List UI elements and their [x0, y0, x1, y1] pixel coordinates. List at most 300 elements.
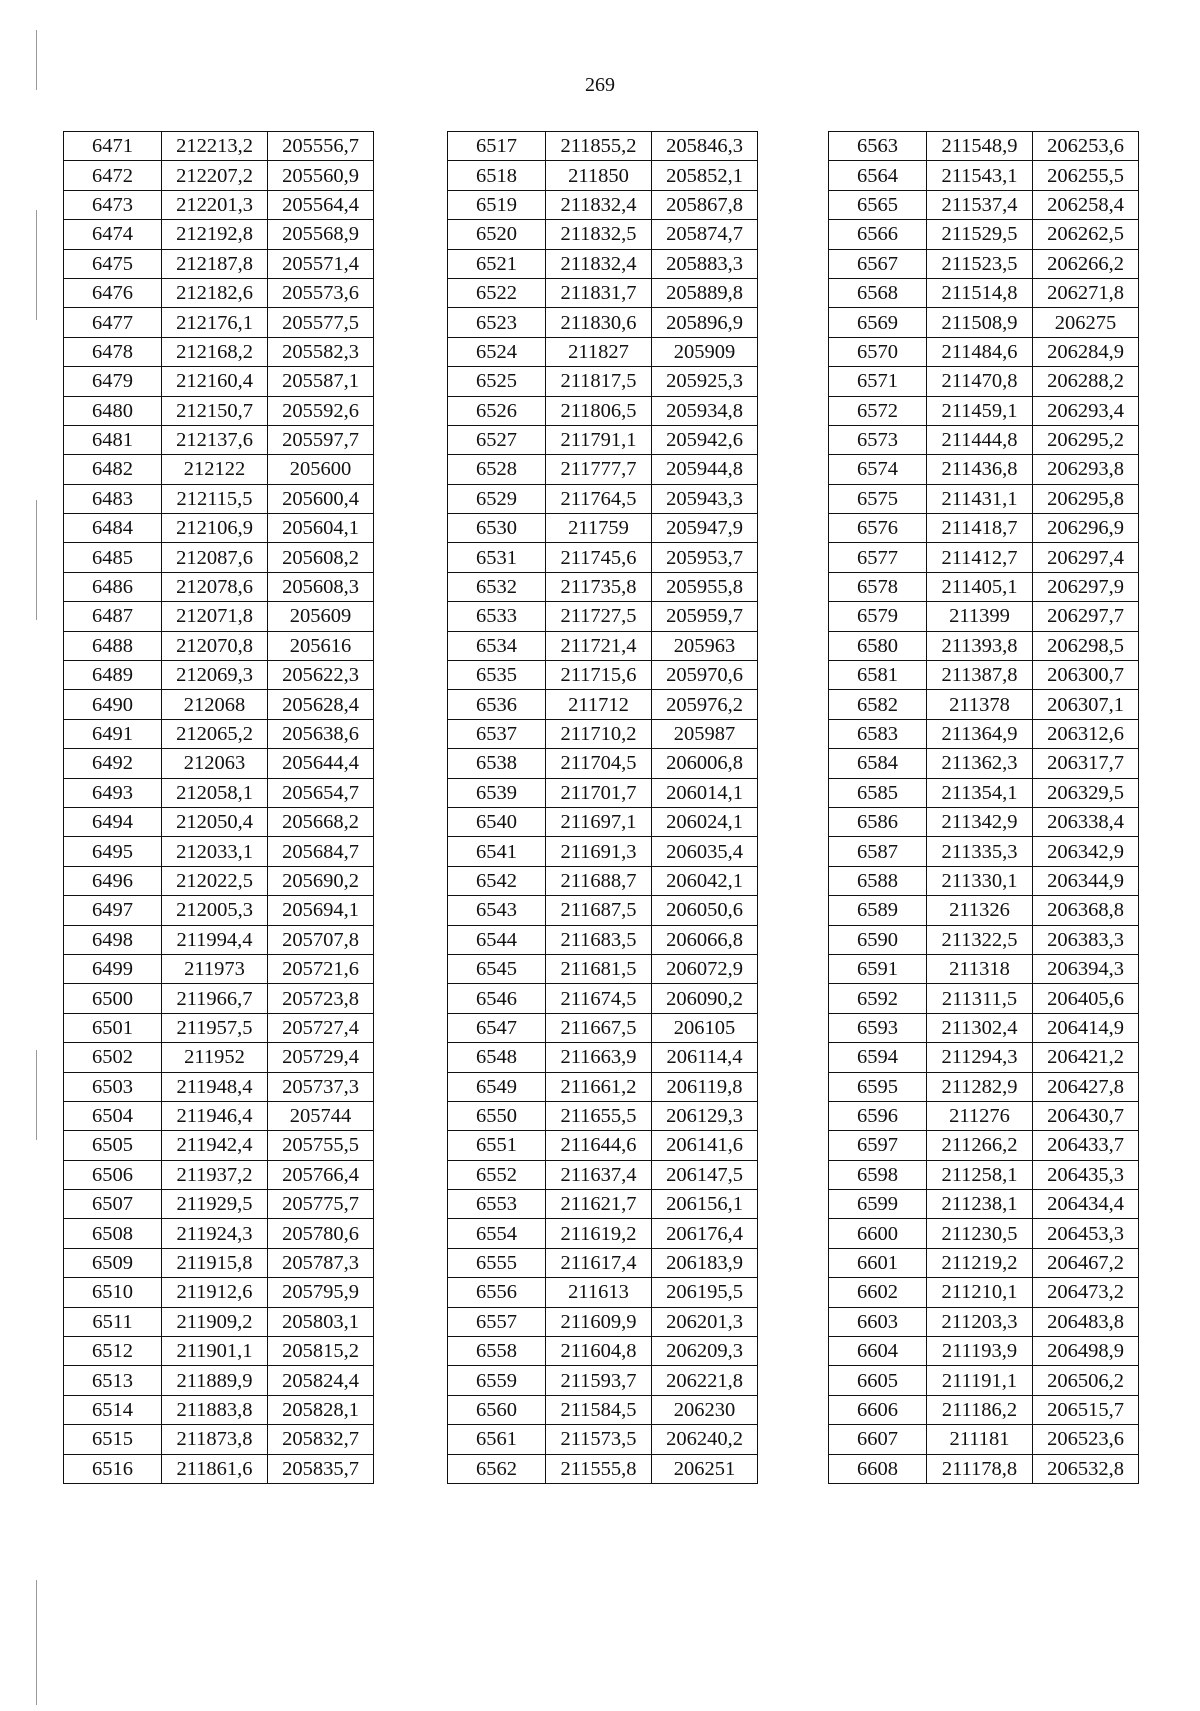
y-coordinate-cell: 206506,2 [1033, 1366, 1139, 1395]
x-coordinate-cell: 211203,3 [927, 1307, 1033, 1336]
table-row [829, 1366, 1139, 1395]
y-coordinate-cell: 206176,4 [652, 1219, 758, 1248]
x-coordinate-cell: 211683,5 [546, 925, 652, 954]
x-coordinate-cell: 211745,6 [546, 543, 652, 572]
x-coordinate-cell: 211948,4 [162, 1072, 268, 1101]
table-row [64, 514, 374, 543]
table-row [829, 1190, 1139, 1219]
point-number-cell: 6584 [829, 749, 927, 778]
point-number-cell: 6521 [448, 249, 546, 278]
x-coordinate-cell: 211727,5 [546, 602, 652, 631]
y-coordinate-cell: 206421,2 [1033, 1043, 1139, 1072]
point-number-cell: 6533 [448, 602, 546, 631]
table-row [64, 161, 374, 190]
point-number-cell: 6585 [829, 778, 927, 807]
y-coordinate-cell: 205638,6 [268, 719, 374, 748]
point-number-cell: 6564 [829, 161, 927, 190]
y-coordinate-cell: 206293,8 [1033, 455, 1139, 484]
y-coordinate-cell: 205654,7 [268, 778, 374, 807]
y-coordinate-cell: 205970,6 [652, 661, 758, 690]
x-coordinate-cell: 211735,8 [546, 572, 652, 601]
x-coordinate-cell: 211362,3 [927, 749, 1033, 778]
y-coordinate-cell: 206050,6 [652, 896, 758, 925]
x-coordinate-cell: 211364,9 [927, 719, 1033, 748]
point-number-cell: 6474 [64, 220, 162, 249]
y-coordinate-cell: 205587,1 [268, 367, 374, 396]
x-coordinate-cell: 211973 [162, 954, 268, 983]
y-coordinate-cell: 205832,7 [268, 1425, 374, 1454]
table-row [829, 749, 1139, 778]
point-number-cell: 6599 [829, 1190, 927, 1219]
scan-margin-line [36, 1050, 37, 1140]
point-number-cell: 6558 [448, 1337, 546, 1366]
x-coordinate-cell: 211436,8 [927, 455, 1033, 484]
y-coordinate-cell: 205944,8 [652, 455, 758, 484]
x-coordinate-cell: 211912,6 [162, 1278, 268, 1307]
point-number-cell: 6586 [829, 807, 927, 836]
x-coordinate-cell: 211412,7 [927, 543, 1033, 572]
point-number-cell: 6522 [448, 278, 546, 307]
y-coordinate-cell: 205568,9 [268, 220, 374, 249]
y-coordinate-cell: 205780,6 [268, 1219, 374, 1248]
y-coordinate-cell: 206430,7 [1033, 1101, 1139, 1130]
point-number-cell: 6539 [448, 778, 546, 807]
table-row [64, 190, 374, 219]
table-row [64, 954, 374, 983]
x-coordinate-cell: 212115,5 [162, 484, 268, 513]
point-number-cell: 6550 [448, 1101, 546, 1130]
y-coordinate-cell: 205604,1 [268, 514, 374, 543]
point-number-cell: 6503 [64, 1072, 162, 1101]
table-row [64, 807, 374, 836]
table-row [829, 719, 1139, 748]
table-row [64, 425, 374, 454]
point-number-cell: 6480 [64, 396, 162, 425]
x-coordinate-cell: 211523,5 [927, 249, 1033, 278]
table-row [448, 1160, 758, 1189]
y-coordinate-cell: 206090,2 [652, 984, 758, 1013]
point-number-cell: 6570 [829, 337, 927, 366]
table-row [448, 661, 758, 690]
x-coordinate-cell: 211276 [927, 1101, 1033, 1130]
y-coordinate-cell: 206119,8 [652, 1072, 758, 1101]
y-coordinate-cell: 206255,5 [1033, 161, 1139, 190]
point-number-cell: 6471 [64, 132, 162, 161]
x-coordinate-cell: 212176,1 [162, 308, 268, 337]
point-number-cell: 6527 [448, 425, 546, 454]
table-row [64, 455, 374, 484]
x-coordinate-cell: 211529,5 [927, 220, 1033, 249]
y-coordinate-cell: 206266,2 [1033, 249, 1139, 278]
y-coordinate-cell: 205721,6 [268, 954, 374, 983]
page-number: 269 [585, 74, 615, 96]
x-coordinate-cell: 211687,5 [546, 896, 652, 925]
x-coordinate-cell: 211210,1 [927, 1278, 1033, 1307]
x-coordinate-cell: 211543,1 [927, 161, 1033, 190]
x-coordinate-cell: 211584,5 [546, 1395, 652, 1424]
y-coordinate-cell: 205803,1 [268, 1307, 374, 1336]
y-coordinate-cell: 206433,7 [1033, 1131, 1139, 1160]
point-number-cell: 6472 [64, 161, 162, 190]
y-coordinate-cell: 205959,7 [652, 602, 758, 631]
x-coordinate-cell: 211850 [546, 161, 652, 190]
point-number-cell: 6493 [64, 778, 162, 807]
point-number-cell: 6496 [64, 866, 162, 895]
table-row [64, 1219, 374, 1248]
table-row [829, 896, 1139, 925]
point-number-cell: 6575 [829, 484, 927, 513]
y-coordinate-cell: 205723,8 [268, 984, 374, 1013]
x-coordinate-cell: 211994,4 [162, 925, 268, 954]
point-number-cell: 6528 [448, 455, 546, 484]
y-coordinate-cell: 206240,2 [652, 1425, 758, 1454]
x-coordinate-cell: 212187,8 [162, 249, 268, 278]
point-number-cell: 6608 [829, 1454, 927, 1483]
y-coordinate-cell: 206201,3 [652, 1307, 758, 1336]
table-row [64, 749, 374, 778]
point-number-cell: 6557 [448, 1307, 546, 1336]
y-coordinate-cell: 206435,3 [1033, 1160, 1139, 1189]
point-number-cell: 6569 [829, 308, 927, 337]
x-coordinate-cell: 211957,5 [162, 1013, 268, 1042]
table-row [64, 866, 374, 895]
x-coordinate-cell: 212069,3 [162, 661, 268, 690]
table-row [448, 1043, 758, 1072]
point-number-cell: 6601 [829, 1248, 927, 1277]
table-row [448, 1190, 758, 1219]
point-number-cell: 6481 [64, 425, 162, 454]
table-row [829, 631, 1139, 660]
y-coordinate-cell: 206221,8 [652, 1366, 758, 1395]
y-coordinate-cell: 205690,2 [268, 866, 374, 895]
y-coordinate-cell: 206288,2 [1033, 367, 1139, 396]
y-coordinate-cell: 205835,7 [268, 1454, 374, 1483]
y-coordinate-cell: 205608,2 [268, 543, 374, 572]
y-coordinate-cell: 205644,4 [268, 749, 374, 778]
x-coordinate-cell: 211354,1 [927, 778, 1033, 807]
point-number-cell: 6475 [64, 249, 162, 278]
y-coordinate-cell: 206515,7 [1033, 1395, 1139, 1424]
x-coordinate-cell: 211817,5 [546, 367, 652, 396]
x-coordinate-cell: 211230,5 [927, 1219, 1033, 1248]
y-coordinate-cell: 205582,3 [268, 337, 374, 366]
table-row [829, 778, 1139, 807]
x-coordinate-cell: 211418,7 [927, 514, 1033, 543]
table-row [829, 1043, 1139, 1072]
table-row [64, 337, 374, 366]
y-coordinate-cell: 205867,8 [652, 190, 758, 219]
x-coordinate-cell: 211681,5 [546, 954, 652, 983]
y-coordinate-cell: 206427,8 [1033, 1072, 1139, 1101]
x-coordinate-cell: 211619,2 [546, 1219, 652, 1248]
x-coordinate-cell: 211883,8 [162, 1395, 268, 1424]
table-row [448, 954, 758, 983]
table-row [64, 220, 374, 249]
point-number-cell: 6542 [448, 866, 546, 895]
point-number-cell: 6562 [448, 1454, 546, 1483]
x-coordinate-cell: 211514,8 [927, 278, 1033, 307]
table-row [448, 190, 758, 219]
y-coordinate-cell: 206147,5 [652, 1160, 758, 1189]
y-coordinate-cell: 205592,6 [268, 396, 374, 425]
table-row [829, 455, 1139, 484]
table-row [829, 1248, 1139, 1277]
y-coordinate-cell: 205608,3 [268, 572, 374, 601]
point-number-cell: 6582 [829, 690, 927, 719]
x-coordinate-cell: 212150,7 [162, 396, 268, 425]
y-coordinate-cell: 206368,8 [1033, 896, 1139, 925]
table-row [448, 690, 758, 719]
table-row [64, 1160, 374, 1189]
y-coordinate-cell: 205571,4 [268, 249, 374, 278]
y-coordinate-cell: 206483,8 [1033, 1307, 1139, 1336]
point-number-cell: 6477 [64, 308, 162, 337]
x-coordinate-cell: 211470,8 [927, 367, 1033, 396]
point-number-cell: 6497 [64, 896, 162, 925]
x-coordinate-cell: 212137,6 [162, 425, 268, 454]
point-number-cell: 6483 [64, 484, 162, 513]
x-coordinate-cell: 211777,7 [546, 455, 652, 484]
point-number-cell: 6491 [64, 719, 162, 748]
point-number-cell: 6597 [829, 1131, 927, 1160]
table-row [829, 1425, 1139, 1454]
y-coordinate-cell: 206296,9 [1033, 514, 1139, 543]
x-coordinate-cell: 211322,5 [927, 925, 1033, 954]
table-row [64, 896, 374, 925]
y-coordinate-cell: 205963 [652, 631, 758, 660]
table-row [448, 572, 758, 601]
point-number-cell: 6504 [64, 1101, 162, 1130]
table-row [448, 1013, 758, 1042]
table-row [829, 690, 1139, 719]
y-coordinate-cell: 205828,1 [268, 1395, 374, 1424]
x-coordinate-cell: 211909,2 [162, 1307, 268, 1336]
point-number-cell: 6600 [829, 1219, 927, 1248]
point-number-cell: 6593 [829, 1013, 927, 1042]
x-coordinate-cell: 212201,3 [162, 190, 268, 219]
point-number-cell: 6607 [829, 1425, 927, 1454]
point-number-cell: 6530 [448, 514, 546, 543]
table-row [829, 1278, 1139, 1307]
table-row [64, 367, 374, 396]
y-coordinate-cell: 206293,4 [1033, 396, 1139, 425]
table-row [64, 1248, 374, 1277]
point-number-cell: 6552 [448, 1160, 546, 1189]
y-coordinate-cell: 205727,4 [268, 1013, 374, 1042]
table-row [829, 278, 1139, 307]
y-coordinate-cell: 205775,7 [268, 1190, 374, 1219]
y-coordinate-cell: 205668,2 [268, 807, 374, 836]
table-row [64, 308, 374, 337]
y-coordinate-cell: 206024,1 [652, 807, 758, 836]
point-number-cell: 6559 [448, 1366, 546, 1395]
y-coordinate-cell: 205766,4 [268, 1160, 374, 1189]
table-row [829, 1454, 1139, 1483]
point-number-cell: 6490 [64, 690, 162, 719]
x-coordinate-cell: 211946,4 [162, 1101, 268, 1130]
x-coordinate-cell: 211915,8 [162, 1248, 268, 1277]
x-coordinate-cell: 211537,4 [927, 190, 1033, 219]
y-coordinate-cell: 206258,4 [1033, 190, 1139, 219]
x-coordinate-cell: 212065,2 [162, 719, 268, 748]
y-coordinate-cell: 206498,9 [1033, 1337, 1139, 1366]
x-coordinate-cell: 211258,1 [927, 1160, 1033, 1189]
point-number-cell: 6523 [448, 308, 546, 337]
y-coordinate-cell: 206253,6 [1033, 132, 1139, 161]
x-coordinate-cell: 211555,8 [546, 1454, 652, 1483]
table-row [829, 132, 1139, 161]
x-coordinate-cell: 211655,5 [546, 1101, 652, 1130]
y-coordinate-cell: 206383,3 [1033, 925, 1139, 954]
point-number-cell: 6572 [829, 396, 927, 425]
y-coordinate-cell: 205577,5 [268, 308, 374, 337]
x-coordinate-cell: 211855,2 [546, 132, 652, 161]
table-row [448, 1248, 758, 1277]
x-coordinate-cell: 211593,7 [546, 1366, 652, 1395]
point-number-cell: 6573 [829, 425, 927, 454]
table-row [448, 1131, 758, 1160]
y-coordinate-cell: 205622,3 [268, 661, 374, 690]
y-coordinate-cell: 205564,4 [268, 190, 374, 219]
point-number-cell: 6511 [64, 1307, 162, 1336]
x-coordinate-cell: 211688,7 [546, 866, 652, 895]
point-number-cell: 6498 [64, 925, 162, 954]
point-number-cell: 6578 [829, 572, 927, 601]
table-row [448, 425, 758, 454]
x-coordinate-cell: 211604,8 [546, 1337, 652, 1366]
y-coordinate-cell: 206297,7 [1033, 602, 1139, 631]
x-coordinate-cell: 212213,2 [162, 132, 268, 161]
x-coordinate-cell: 212182,6 [162, 278, 268, 307]
point-number-cell: 6598 [829, 1160, 927, 1189]
point-number-cell: 6505 [64, 1131, 162, 1160]
point-number-cell: 6547 [448, 1013, 546, 1042]
x-coordinate-cell: 211609,9 [546, 1307, 652, 1336]
x-coordinate-cell: 211889,9 [162, 1366, 268, 1395]
y-coordinate-cell: 205707,8 [268, 925, 374, 954]
y-coordinate-cell: 206105 [652, 1013, 758, 1042]
point-number-cell: 6532 [448, 572, 546, 601]
y-coordinate-cell: 206295,8 [1033, 484, 1139, 513]
table-row [64, 132, 374, 161]
y-coordinate-cell: 205934,8 [652, 396, 758, 425]
table-row [829, 1072, 1139, 1101]
y-coordinate-cell: 206394,3 [1033, 954, 1139, 983]
table-row [448, 719, 758, 748]
table-row [448, 1425, 758, 1454]
table-row [829, 1395, 1139, 1424]
y-coordinate-cell: 205694,1 [268, 896, 374, 925]
table-row [829, 190, 1139, 219]
point-number-cell: 6545 [448, 954, 546, 983]
y-coordinate-cell: 205925,3 [652, 367, 758, 396]
table-row [829, 602, 1139, 631]
table-row [829, 1160, 1139, 1189]
table-row [448, 1337, 758, 1366]
table-row [829, 543, 1139, 572]
x-coordinate-cell: 212160,4 [162, 367, 268, 396]
y-coordinate-cell: 206230 [652, 1395, 758, 1424]
point-number-cell: 6536 [448, 690, 546, 719]
point-number-cell: 6509 [64, 1248, 162, 1277]
table-row [64, 396, 374, 425]
table-row [448, 132, 758, 161]
table-row [829, 1219, 1139, 1248]
point-number-cell: 6515 [64, 1425, 162, 1454]
x-coordinate-cell: 212063 [162, 749, 268, 778]
point-number-cell: 6571 [829, 367, 927, 396]
y-coordinate-cell: 206307,1 [1033, 690, 1139, 719]
x-coordinate-cell: 211405,1 [927, 572, 1033, 601]
y-coordinate-cell: 205846,3 [652, 132, 758, 161]
table-row [64, 690, 374, 719]
table-row [448, 1307, 758, 1336]
y-coordinate-cell: 206183,9 [652, 1248, 758, 1277]
point-number-cell: 6574 [829, 455, 927, 484]
x-coordinate-cell: 211311,5 [927, 984, 1033, 1013]
y-coordinate-cell: 206141,6 [652, 1131, 758, 1160]
x-coordinate-cell: 211238,1 [927, 1190, 1033, 1219]
y-coordinate-cell: 205947,9 [652, 514, 758, 543]
table-row [448, 543, 758, 572]
y-coordinate-cell: 205955,8 [652, 572, 758, 601]
point-number-cell: 6606 [829, 1395, 927, 1424]
y-coordinate-cell: 206295,2 [1033, 425, 1139, 454]
point-number-cell: 6534 [448, 631, 546, 660]
y-coordinate-cell: 206251 [652, 1454, 758, 1483]
table-row [448, 837, 758, 866]
y-coordinate-cell: 205815,2 [268, 1337, 374, 1366]
x-coordinate-cell: 211929,5 [162, 1190, 268, 1219]
table-row [64, 778, 374, 807]
table-row [829, 954, 1139, 983]
y-coordinate-cell: 206312,6 [1033, 719, 1139, 748]
y-coordinate-cell: 205909 [652, 337, 758, 366]
x-coordinate-cell: 211378 [927, 690, 1033, 719]
table-row [64, 1072, 374, 1101]
point-number-cell: 6538 [448, 749, 546, 778]
x-coordinate-cell: 211937,2 [162, 1160, 268, 1189]
point-number-cell: 6502 [64, 1043, 162, 1072]
y-coordinate-cell: 205795,9 [268, 1278, 374, 1307]
x-coordinate-cell: 211459,1 [927, 396, 1033, 425]
x-coordinate-cell: 211710,2 [546, 719, 652, 748]
point-number-cell: 6577 [829, 543, 927, 572]
y-coordinate-cell: 205737,3 [268, 1072, 374, 1101]
y-coordinate-cell: 205976,2 [652, 690, 758, 719]
point-number-cell: 6541 [448, 837, 546, 866]
point-number-cell: 6553 [448, 1190, 546, 1219]
y-coordinate-cell: 206523,6 [1033, 1425, 1139, 1454]
point-number-cell: 6580 [829, 631, 927, 660]
x-coordinate-cell: 212087,6 [162, 543, 268, 572]
y-coordinate-cell: 206066,8 [652, 925, 758, 954]
y-coordinate-cell: 206414,9 [1033, 1013, 1139, 1042]
table-row [64, 1013, 374, 1042]
point-number-cell: 6500 [64, 984, 162, 1013]
point-number-cell: 6560 [448, 1395, 546, 1424]
point-number-cell: 6520 [448, 220, 546, 249]
x-coordinate-cell: 212005,3 [162, 896, 268, 925]
x-coordinate-cell: 211966,7 [162, 984, 268, 1013]
x-coordinate-cell: 211764,5 [546, 484, 652, 513]
point-number-cell: 6588 [829, 866, 927, 895]
x-coordinate-cell: 212022,5 [162, 866, 268, 895]
point-number-cell: 6486 [64, 572, 162, 601]
table-row [829, 837, 1139, 866]
scan-margin-line [36, 210, 37, 320]
x-coordinate-cell: 211191,1 [927, 1366, 1033, 1395]
